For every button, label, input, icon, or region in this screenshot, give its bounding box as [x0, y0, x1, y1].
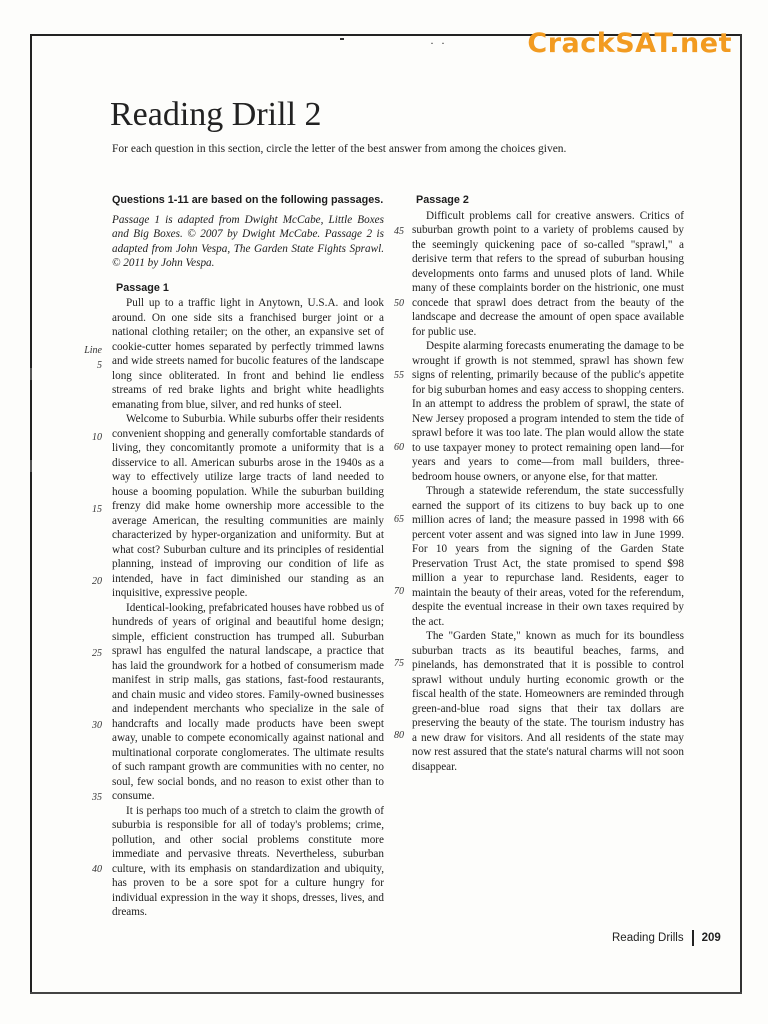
line-number: 40 — [92, 864, 102, 875]
line-number: 30 — [92, 720, 102, 731]
page-border-bottom — [30, 992, 742, 994]
passage-2-paragraph: Difficult problems call for creative answers. Critics of suburban growth point to a variety of problems caused by the seemingly quickening pace of so-called "sprawl," a derisive term that refers to the spread of suburban housing developments onto farms and unused plots of land. While many of these complaints border on the histrionic, one must concede that sprawl does detract from the beauty of the landscape and decrease the amount of open space available for public use. — [412, 209, 684, 338]
passage-2-heading: Passage 2 — [416, 194, 469, 206]
passage-2-paragraph: Despite alarming forecasts enumerating the damage to be wrought if growth is not stemmed, sprawl has shown few signs of relenting, primarily because of the public's appetite for big suburban homes and easy access to shopping centers. In an attempt to address the problem of sprawl, the state of New Jersey proposed a program intended to stem the tide of sprawl before it was too late. The plan would allow the state to use taxpayer money to protect remaining open land—for years and years to come—from mall builders, three-bedroom house owners, or anyone else, for that matter. — [412, 340, 684, 483]
page-border-left — [30, 34, 32, 994]
line-number: 75 — [394, 658, 404, 669]
line-number: 55 — [394, 370, 404, 381]
passage-1-paragraph: It is perhaps too much of a stretch to claim the growth of suburbia is responsible for all of today's problems; crime, pollution, and other social problems constitute more immediate and pervasive threats. Nevertheless, suburban culture, with its emphasis on standardization and ubiquity, has proven to be a sore spot for a culture hungry for individual expression in the way it shops, dresses, lives, and dreams. — [112, 804, 384, 918]
passage-1-paragraph: Welcome to Suburbia. While suburbs offer their residents convenient shopping and generally comfortable standards of living, they concomitantly promote a uniformity that is a disservice to all. American suburbs arose in the 1940s as a way to effectively utilize large tracts of land needed to house a booming population. While the suburban building frenzy did make home ownership more accessible to the average American, the resulting communities are mainly characterized by hyper-organization and uniformity. But at what cost? Suburban culture and its principles of residential planning, instead of improving our condition of life as intended, have in fact diminished our standing as an inquisitive, expressive people. — [112, 413, 384, 599]
line-number: 15 — [92, 504, 102, 515]
margin-tick — [30, 368, 32, 380]
passage-1-heading: Passage 1 — [116, 281, 169, 294]
line-number: 60 — [394, 442, 404, 453]
line-number: 5 — [97, 360, 102, 371]
page-title: Reading Drill 2 — [110, 96, 322, 133]
line-number: 20 — [92, 576, 102, 587]
watermark-logo: CrackSAT.net — [527, 28, 732, 59]
passage-2-paragraph: Through a statewide referendum, the state successfully earned the support of its citizens to buy back up to one million acres of land; the measure passed in 1998 with 66 percent voter assent and was signed into law in June 1999. For 10 years from the signing of the Garden State Preservation Trust Act, the state promised to spend $98 million a year to repurchase land. Residents, eager to maintain the beauty of their areas, voted for the referendum, despite the eventual increase in their own taxes required by the act. — [412, 485, 684, 628]
line-number: 35 — [92, 792, 102, 803]
left-column — [112, 193, 384, 920]
page-footer — [612, 930, 721, 946]
page-border-right — [740, 34, 742, 994]
line-number: 10 — [92, 432, 102, 443]
intro-heading: Questions 1-11 are based on the following passages. — [112, 194, 384, 206]
passage-2-paragraph: The "Garden State," known as much for its boundless suburban tracts as its beautiful beaches, farms, and pinelands, has demonstrated that it is possible to control sprawl without unduly hurting economic growth or the fiscal health of the state. Homeowners are reminded through green-and-blue road signs that their tax dollars are preserving the beauty of the state. The tourism industry has a new draw for visitors. And all residents of the state may now rest assured that the state's natural charms will not soon disappear. — [412, 630, 684, 773]
page-number: 209 — [701, 932, 721, 944]
margin-tick — [30, 460, 32, 472]
intro-attribution: Passage 1 is adapted from Dwight McCabe, Little Boxes and Big Boxes. © 2007 by Dwight McCabe. Passage 2 is adapted from John Vespa, The Garden State Fights Sprawl. © 2011 by John Vespa. — [112, 213, 384, 269]
scan-dots: · · — [430, 36, 447, 50]
line-number: 45 — [394, 226, 404, 237]
passage-1-paragraph: Pull up to a traffic light in Anytown, U.S.A. and look around. On one side sits a franchised burger joint or a national clothing retailer; on the other, an expansive set of cookie-cutter homes separated by perfectly trimmed lawns and wide streets named for bucolic features of the landscape long since obliterated. In front and behind lie endless streams of red brake lights and bright white headlights emanating from blue, silver, and red hunks of steel. — [112, 297, 384, 411]
line-number: 70 — [394, 586, 404, 597]
instructions: For each question in this section, circle the letter of the best answer from among the choices given. — [112, 143, 567, 155]
passage-1-paragraph: Identical-looking, prefabricated houses have robbed us of hundreds of years of original and beautiful home design; simple, efficient construction has trumped all. Suburban sprawl has engulfed the natural landscape, a practice that has laid the groundwork for a hotbed of consumerism made manifest in strip malls, gas stations, fast-food restaurants, and chain music and video stores. Family-owned businesses and independent merchants who specialize in the sale of handcrafts and locally made products have been swept away, unable to compete economically against national and multinational corporate conglomerates. The ultimate results of such rampant growth are communities with no center, no soul, few social bonds, and no reason to exist other than to consume. — [112, 601, 384, 802]
right-column — [412, 193, 684, 774]
line-number: 80 — [394, 730, 404, 741]
footer-divider — [692, 930, 694, 946]
line-number: 65 — [394, 514, 404, 525]
line-number: Line — [84, 345, 102, 356]
scan-mark — [340, 38, 344, 40]
footer-section: Reading Drills — [612, 932, 684, 944]
line-number: 25 — [92, 648, 102, 659]
line-number: 50 — [394, 298, 404, 309]
